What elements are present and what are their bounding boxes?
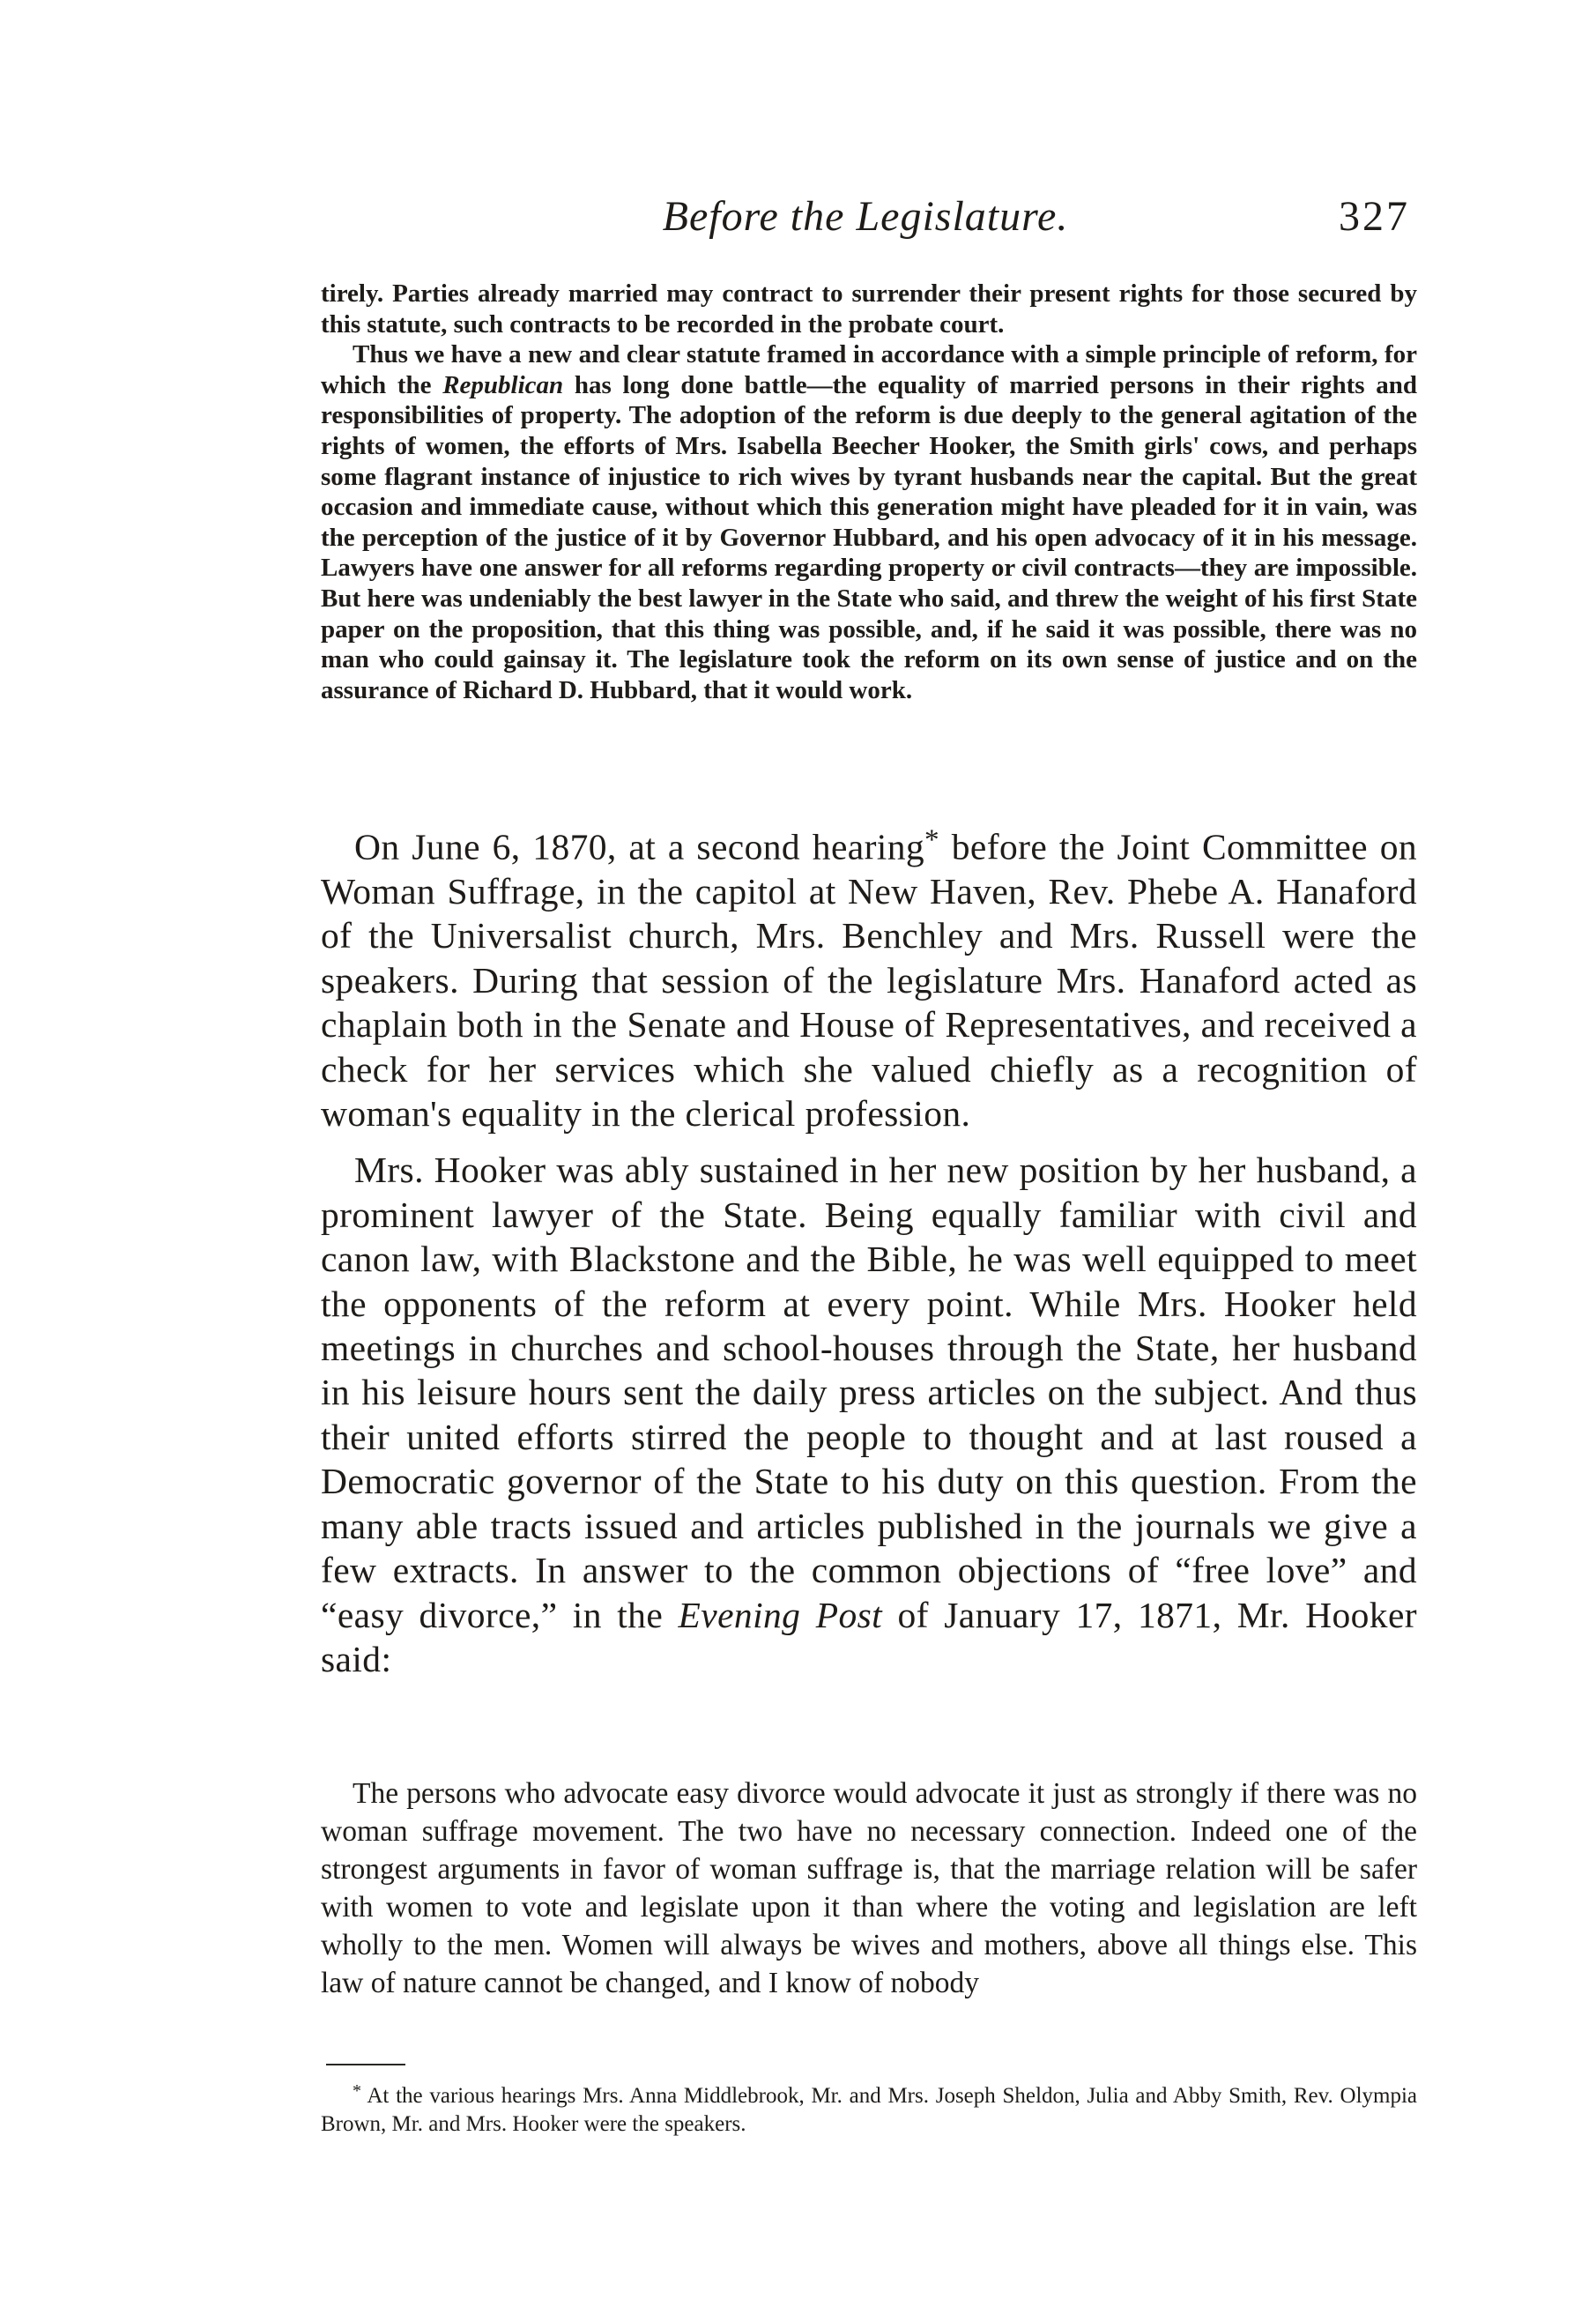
body-paragraph-2 bbox=[321, 1148, 1417, 1681]
quote-paragraph-2 bbox=[321, 339, 1417, 705]
footnote-text bbox=[321, 2077, 1417, 2139]
body-paragraph-1 bbox=[321, 818, 1417, 1135]
body-paragraph-2-end: of January 17, 1871, Mr. Hooker said: bbox=[321, 1594, 1417, 1679]
body-text bbox=[321, 818, 1417, 1681]
hooker-quote-paragraph: The persons who advocate easy divorce would advocate it just as strongly if there was no woman suffrage movement. The two have no necessary connection. Indeed one of the strongest arguments in favor of woman suffrage is, that the marriage relation will be safer with women to vote and legislate upon it than where the voting and legislation are left wholly to the men. Women will always be wives and mothers, above all things else. This law of nature cannot be changed, and I know of nobody bbox=[321, 1777, 1417, 1999]
footnote bbox=[321, 2077, 1417, 2139]
running-title: Before the Legislature. bbox=[662, 193, 1069, 240]
quoted-editorial bbox=[321, 279, 1417, 705]
quote-paragraph-2-start: Thus we have a new and clear statute framed in accordance with a simple principle of reform, for which the bbox=[321, 340, 1417, 399]
evening-post-title: Evening Post bbox=[678, 1594, 883, 1635]
page-number: 327 bbox=[1339, 193, 1410, 240]
footnote-body: At the various hearings Mrs. Anna Middlebrook, Mr. and Mrs. Joseph Sheldon, Julia and Abby Smith, Rev. Olympia Brown, Mr. and Mrs. Hooker were the speakers. bbox=[321, 2084, 1417, 2136]
body-paragraph-1-end: before the Joint Committee on Woman Suffrage, in the capitol at New Haven, Rev. Phebe A. Hanaford of the Universalist church, Mrs. Benchley and Mrs. Russell were the speakers. During that session of the legislature Mrs. Hanaford acted as chaplain both in the Senate and House of Representatives, and received a check for her services which she valued chiefly as a recognition of woman's equality in the clerical profession. bbox=[321, 826, 1417, 1135]
footnote-reference-mark: * bbox=[924, 823, 940, 856]
body-paragraph-2-start: Mrs. Hooker was ably sustained in her new position by her husband, a prominent lawyer of the State. Being equally familiar with civil and canon law, with Blackstone and the Bible, he was well equipped to meet the opponents of the reform at every point. While Mrs. Hooker held meetings in churches and school-houses through the State, her husband in his leisure hours sent the daily press articles on the subject. And thus their united efforts stirred the people to thought and at last roused a Democratic governor of the State to his duty on this question. From the many able tracts issued and articles published in the journals we give a few extracts. In answer to the common objections of “free love” and “easy divorce,” in the bbox=[321, 1150, 1417, 1635]
quote-paragraph-1: tirely. Parties already married may contract to surrender their present rights for those secured by this statute, such contracts to be recorded in the probate court. bbox=[321, 279, 1417, 339]
republican-title: Republican bbox=[442, 370, 564, 399]
running-head bbox=[321, 192, 1410, 254]
footnote-mark: * bbox=[353, 2081, 361, 2101]
footnote-rule bbox=[326, 2064, 405, 2065]
quote-paragraph-2-end: has long done battle—the equality of married persons in their rights and responsibilities of property. The adoption of the reform is due deeply to the general agitation of the rights of women, the efforts of Mrs. Isabella Beecher Hooker, the Smith girls' cows, and perhaps some flagrant instance of injustice to rich wives by tyrant husbands near the capital. But the great occasion and immediate cause, without which this generation might have pleaded for it in vain, was the perception of the justice of it by Governor Hubbard, and his open advocacy of it in his message. Lawyers have one answer for all reforms regarding property or civil contracts—they are impossible. But here was undeniably the best lawyer in the State who said, and threw the weight of his first State paper on the proposition, that this thing was possible, and, if he said it was possible, there was no man who could gainsay it. The legislature took the reform on its own sense of justice and on the assurance of Richard D. Hubbard, that it would work. bbox=[321, 370, 1417, 704]
body-paragraph-1-start: On June 6, 1870, at a second hearing bbox=[354, 826, 925, 867]
hooker-quotation bbox=[321, 1775, 1417, 2002]
